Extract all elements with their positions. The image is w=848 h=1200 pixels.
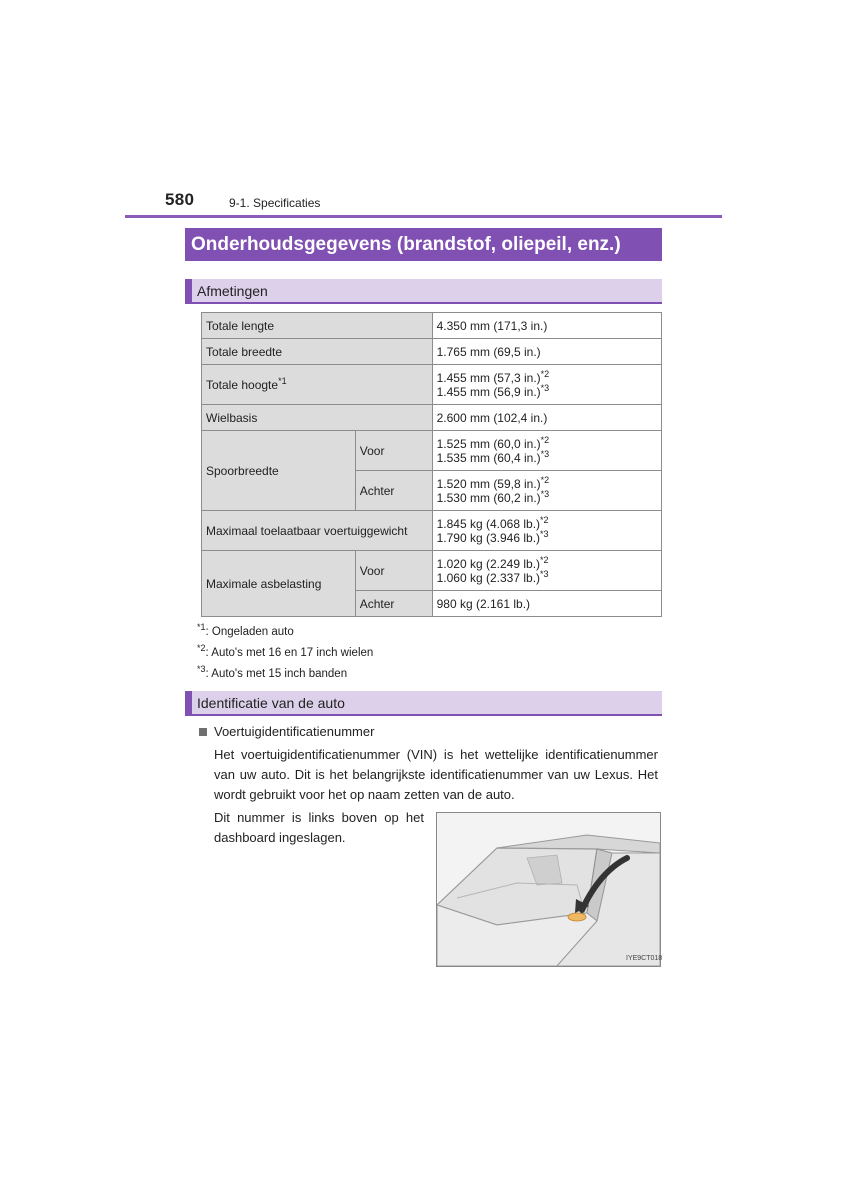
value-line: 1.530 mm (60,2 in.) <box>436 490 541 505</box>
section-label: 9-1. Specificaties <box>229 196 321 210</box>
footnote-mark: *3 <box>540 528 549 539</box>
chapter-banner: Onderhoudsgegevens (brandstof, oliepeil, enz.) <box>185 228 662 261</box>
footnote-mark: *2 <box>540 554 549 565</box>
footnote-mark: *2 <box>540 474 550 485</box>
page-number: 580 <box>165 190 195 209</box>
afmetingen-heading: Afmetingen <box>185 279 662 304</box>
table-row <box>202 339 662 365</box>
identificatie-heading: Identificatie van de auto <box>185 691 662 716</box>
row-value: 4.350 mm (171,3 in.) <box>432 313 661 339</box>
footnote-mark: *2 <box>540 434 550 445</box>
row-value <box>432 431 661 471</box>
value-line: 1.790 kg (3.946 lb.) <box>436 530 541 545</box>
vin-paragraph: Het voertuigidentificatienummer (VIN) is het wettelijke identificatienummer van uw auto. Dit is het belangrijkste identificatienummer van uw Lexus. Het wordt gebruikt voor het op naam zetten van de auto. <box>214 747 658 802</box>
footnote-text: : Ongeladen auto <box>205 625 294 638</box>
table-row <box>202 313 662 339</box>
row-value <box>432 365 661 405</box>
row-label: Maximaal toelaatbaar voertuiggewicht <box>202 511 433 551</box>
value-line: 1.525 mm (60,0 in.) <box>436 436 541 451</box>
value-line: 1.845 kg (4.068 lb.) <box>436 516 541 531</box>
sub-label: Achter <box>355 591 432 617</box>
table-row <box>202 551 662 591</box>
row-label <box>202 365 433 405</box>
footnote-mark: *3 <box>540 382 550 393</box>
value-line: 1.535 mm (60,4 in.) <box>436 450 541 465</box>
table-row <box>202 431 662 471</box>
footnote-mark: *3 <box>540 448 550 459</box>
row-value: 980 kg (2.161 lb.) <box>432 591 661 617</box>
sub-label: Voor <box>355 551 432 591</box>
footnote-mark: *1 <box>197 622 206 632</box>
footnote <box>197 622 294 638</box>
value-line: 1.060 kg (2.337 lb.) <box>436 570 541 585</box>
value-line: 1.020 kg (2.249 lb.) <box>436 556 541 571</box>
footnote-text: : Auto's met 15 inch banden <box>205 667 348 680</box>
label-text: Totale hoogte <box>206 377 279 392</box>
vin-heading: Voertuigidentificatienummer <box>214 724 375 739</box>
value-line: 1.455 mm (57,3 in.) <box>436 370 541 385</box>
row-label: Wielbasis <box>202 405 433 431</box>
car-windshield-drawing <box>437 813 663 966</box>
footnote-mark: *3 <box>540 568 549 579</box>
row-label: Maximale asbelasting <box>202 551 356 617</box>
row-label: Totale lengte <box>202 313 433 339</box>
sub-label: Achter <box>355 471 432 511</box>
row-value <box>432 471 661 511</box>
illustration-code: IYE9CT018 <box>626 955 663 962</box>
row-value <box>432 511 661 551</box>
table-row <box>202 365 662 405</box>
footnote-mark: *3 <box>540 488 550 499</box>
row-label: Spoorbreedte <box>202 431 356 511</box>
footnote-mark: *2 <box>197 643 206 653</box>
footnote <box>197 664 347 680</box>
footnote <box>197 643 373 659</box>
footnote-mark: *3 <box>197 664 206 674</box>
footnote-mark: *1 <box>278 375 287 386</box>
row-value: 1.765 mm (69,5 in.) <box>432 339 661 365</box>
header-rule <box>125 215 722 218</box>
windshield-vin-illustration <box>436 812 661 967</box>
value-line: 1.455 mm (56,9 in.) <box>436 384 541 399</box>
footnote-text: : Auto's met 16 en 17 inch wielen <box>205 646 374 659</box>
value-line: 1.520 mm (59,8 in.) <box>436 476 541 491</box>
row-value: 2.600 mm (102,4 in.) <box>432 405 661 431</box>
row-value <box>432 551 661 591</box>
row-label: Totale breedte <box>202 339 433 365</box>
vin-location-text: Dit nummer is links boven op het dashboard ingeslagen. <box>214 810 424 845</box>
sub-label: Voor <box>355 431 432 471</box>
square-bullet-icon <box>199 728 207 736</box>
footnote-mark: *2 <box>540 368 550 379</box>
table-row <box>202 405 662 431</box>
footnote-mark: *2 <box>540 514 549 525</box>
dimensions-table <box>201 312 662 617</box>
table-row <box>202 511 662 551</box>
